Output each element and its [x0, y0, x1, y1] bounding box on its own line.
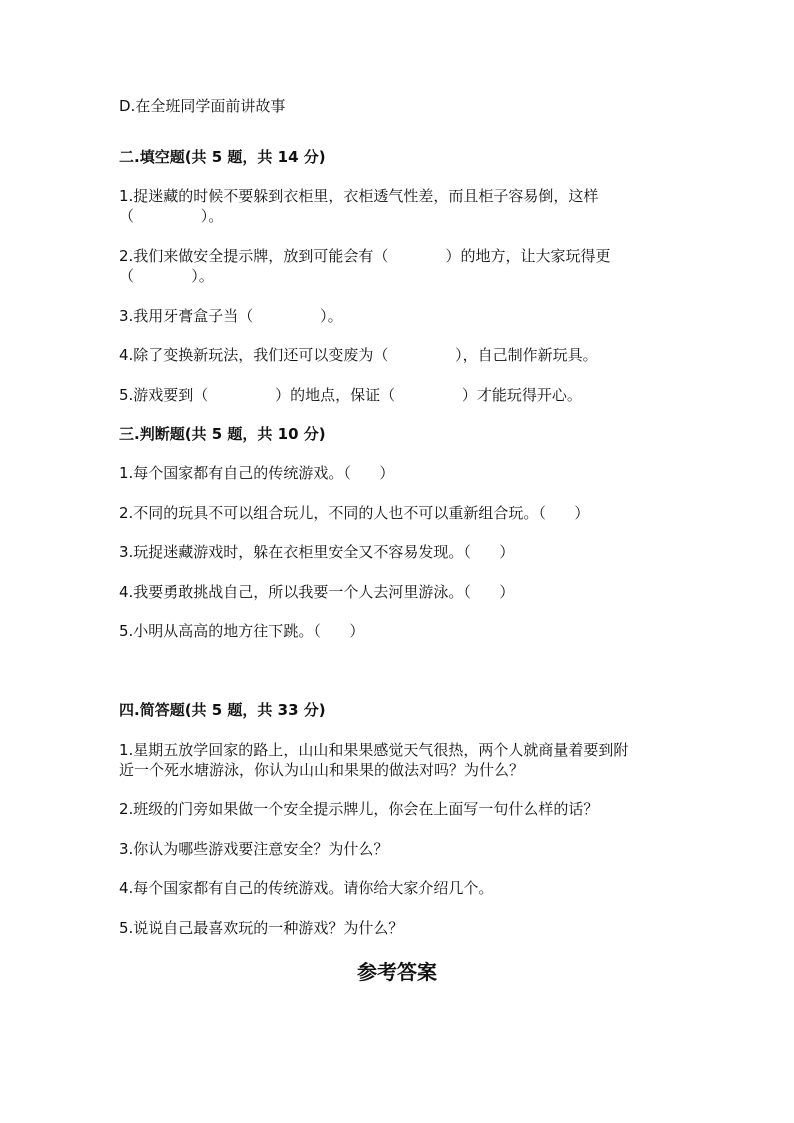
judge-question-2: 2.不同的玩具不可以组合玩儿，不同的人也不可以重新组合玩。（ ） [119, 504, 590, 522]
short-question-5: 5.说说自己最喜欢玩的一种游戏？为什么？ [119, 919, 404, 937]
judge-question-3: 3.玩捉迷藏游戏时，躲在衣柜里安全又不容易发现。（ ） [119, 543, 515, 561]
judge-question-5: 5.小明从高高的地方往下跳。（ ） [119, 622, 365, 640]
section-3-heading: 三.判断题(共 5 题，共 10 分) [119, 425, 326, 443]
fill-question-2-line-2: （ ）。 [119, 267, 214, 285]
judge-question-1: 1.每个国家都有自己的传统游戏。（ ） [119, 464, 395, 482]
fill-question-5: 5.游戏要到（ ）的地点，保证（ ）才能玩得开心。 [119, 386, 582, 404]
section-2-heading: 二.填空题(共 5 题，共 14 分) [119, 148, 326, 166]
option-d: D.在全班同学面前讲故事 [119, 97, 286, 115]
short-question-1-line-1: 1.星期五放学回家的路上，山山和果果感觉天气很热，两个人就商量着要到附 [119, 741, 629, 759]
short-question-2: 2.班级的门旁如果做一个安全提示牌儿，你会在上面写一句什么样的话？ [119, 800, 599, 818]
judge-question-4: 4.我要勇敢挑战自己，所以我要一个人去河里游泳。（ ） [119, 583, 515, 601]
short-question-3: 3.你认为哪些游戏要注意安全？为什么？ [119, 840, 389, 858]
short-question-4: 4.每个国家都有自己的传统游戏。请你给大家介绍几个。 [119, 879, 494, 897]
fill-question-1-line-2: （ ）。 [119, 207, 224, 225]
short-question-1-line-2: 近一个死水塘游泳，你认为山山和果果的做法对吗？为什么？ [119, 761, 525, 779]
fill-question-3: 3.我用牙膏盒子当（ ）。 [119, 307, 343, 325]
fill-question-2-line-1: 2.我们来做安全提示牌，放到可能会有（ ）的地方，让大家玩得更 [119, 247, 611, 265]
fill-question-4: 4.除了变换新玩法，我们还可以变废为（ ），自己制作新玩具。 [119, 346, 598, 364]
fill-question-1-line-1: 1.捉迷藏的时候不要躲到衣柜里，衣柜透气性差，而且柜子容易倒，这样 [119, 187, 599, 205]
answer-key-title: 参考答案 [357, 960, 437, 984]
section-4-heading: 四.简答题(共 5 题，共 33 分) [119, 701, 326, 719]
